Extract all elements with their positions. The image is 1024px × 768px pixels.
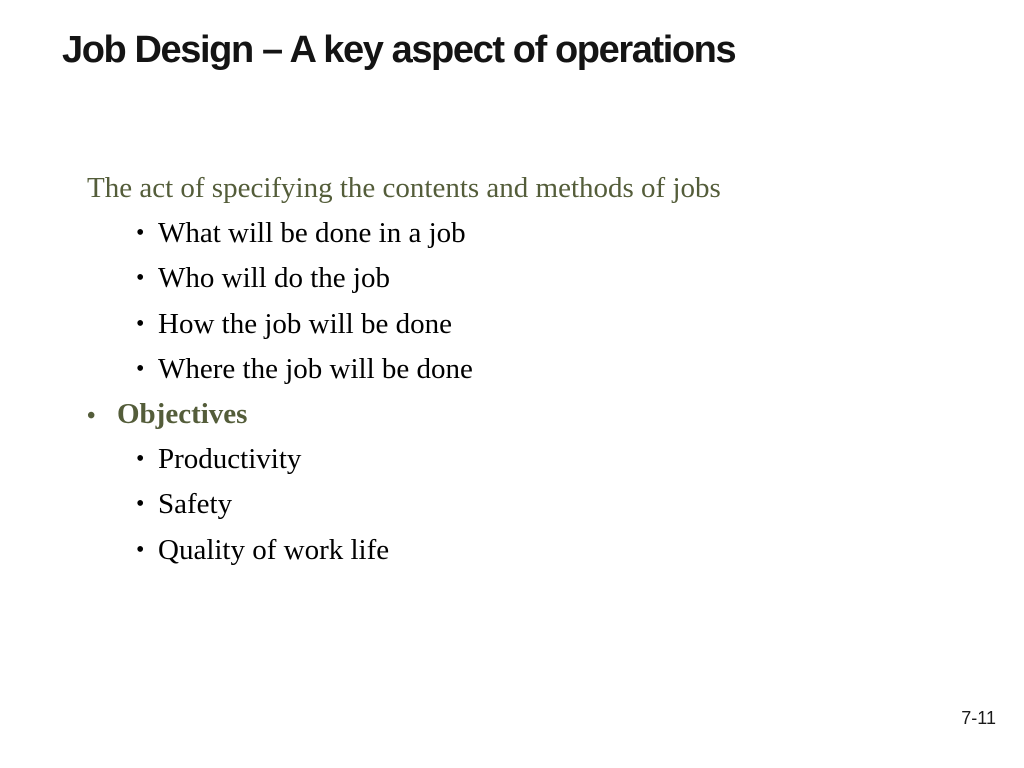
list-item [136,482,389,527]
bullet-icon: • [136,310,145,337]
bullet-icon: • [136,265,145,292]
objectives-heading [87,392,247,437]
objectives-heading-text: Objectives [117,398,248,430]
list-item-text: Safety [158,488,233,521]
bullet-icon: • [136,355,145,382]
page-number: 7-11 [961,708,996,728]
list-item-text: Where the job will be done [158,352,473,385]
bullet-icon: • [136,220,145,246]
intro-text: The act of specifying the contents and methods of jobs [87,172,721,204]
list-item [136,211,473,256]
slide-title: Job Design – A key aspect of operations [62,29,736,71]
objectives-list [136,437,389,573]
intro-list [136,211,473,392]
list-item [136,302,473,347]
list-item-text: Productivity [158,443,302,475]
bullet-icon: • [136,536,145,563]
list-item [136,437,389,482]
list-item-text: What will be done in a job [158,217,466,249]
bullet-icon: • [136,446,145,472]
bullet-icon: • [87,403,96,429]
list-item-text: Quality of work life [158,533,390,566]
list-item-text: How the job will be done [158,307,452,340]
list-item [136,347,473,392]
list-item [136,528,389,573]
list-item-text: Who will do the job [158,262,390,295]
bullet-icon: • [136,491,145,518]
list-item [136,256,473,301]
